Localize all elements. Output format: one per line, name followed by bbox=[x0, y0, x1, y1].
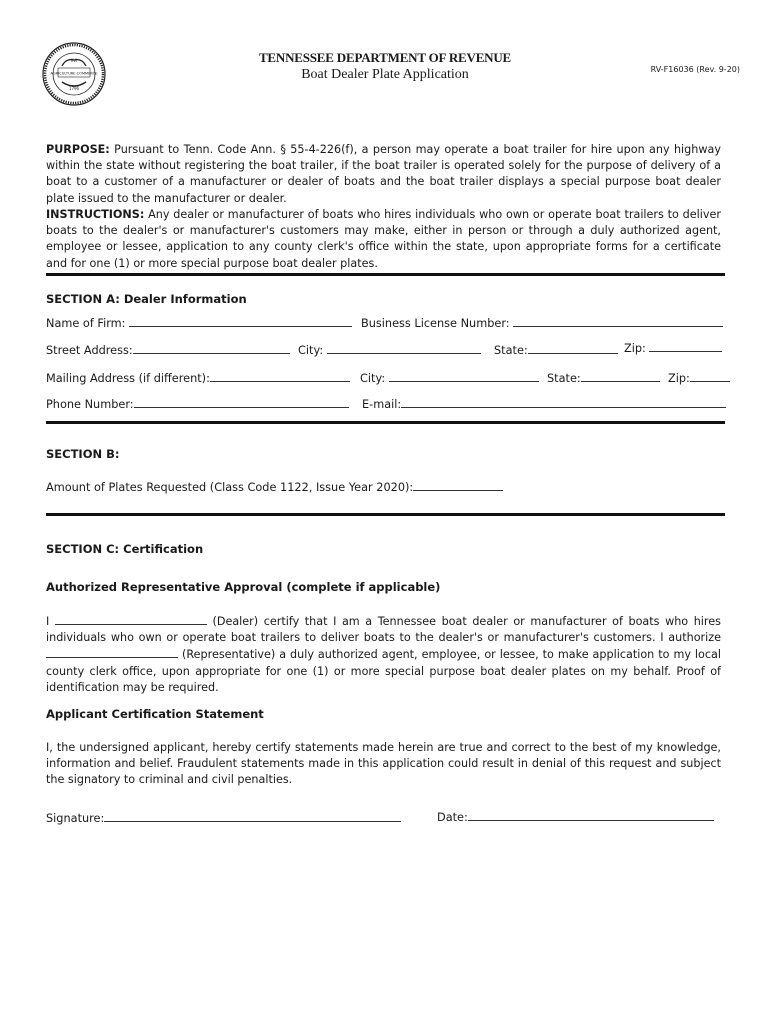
plates-requested-line[interactable] bbox=[413, 478, 503, 491]
state-field[interactable] bbox=[494, 341, 618, 357]
mailing-zip-label: Zip: bbox=[668, 372, 690, 385]
mailing-zip-field[interactable] bbox=[668, 369, 730, 385]
date-line[interactable] bbox=[468, 808, 714, 821]
name-of-firm-label: Name of Firm: bbox=[46, 317, 126, 330]
purpose-text: Pursuant to Tenn. Code Ann. § 55-4-226(f), a person may operate a boat trailer for hire upon any highway within the state without registering the boat trailer, if the boat trailer is operated solely for the purpose of delivery of a boat to a customer of a manufacturer or dealer of boats and the boat trailer displays a special purpose boat dealer plate issued to the manufacturer or dealer. bbox=[46, 143, 721, 205]
business-license-line[interactable] bbox=[513, 314, 723, 327]
approval-text-1: (Dealer) certify that I am a Tennessee boat dealer or manufacturer of boats who hires individuals who own or operate boat trailers to deliver boats to the dealer's or manufacturer's customers. I authorize bbox=[46, 615, 721, 645]
mailing-city-line[interactable] bbox=[389, 369, 539, 382]
mailing-state-field[interactable] bbox=[547, 369, 660, 385]
purpose-label: PURPOSE: bbox=[46, 143, 110, 156]
mailing-address-field[interactable] bbox=[46, 369, 350, 385]
section-c-title: SECTION C: Certification bbox=[46, 542, 204, 556]
plates-requested-label: Amount of Plates Requested (Class Code 1122, Issue Year 2020): bbox=[46, 481, 414, 494]
street-address-field[interactable] bbox=[46, 341, 290, 357]
name-of-firm-field[interactable] bbox=[46, 314, 352, 330]
name-of-firm-line[interactable] bbox=[129, 314, 352, 327]
mailing-zip-line[interactable] bbox=[690, 369, 730, 382]
email-line[interactable] bbox=[401, 395, 726, 408]
street-address-label: Street Address: bbox=[46, 344, 133, 357]
applicant-certification-text: I, the undersigned applicant, hereby certify statements made herein are true and correct to the best of my knowledge, information and belief. Fraudulent statements made in this application could result in denial of this request and subject the signatory to criminal and civil penalties. bbox=[46, 741, 721, 787]
approval-paragraph bbox=[46, 613, 721, 696]
email-field[interactable] bbox=[362, 395, 726, 411]
city-field[interactable] bbox=[298, 341, 481, 357]
business-license-field[interactable] bbox=[361, 314, 723, 330]
section-divider bbox=[46, 513, 725, 516]
applicant-certification-title: Applicant Certification Statement bbox=[46, 707, 264, 721]
zip-label: Zip: bbox=[624, 342, 646, 355]
approval-title: Authorized Representative Approval (complete if applicable) bbox=[46, 580, 441, 594]
seal-year: 1796 bbox=[68, 86, 80, 91]
mailing-state-line[interactable] bbox=[581, 369, 660, 382]
section-b-title: SECTION B: bbox=[46, 447, 120, 461]
plates-requested-field[interactable] bbox=[46, 478, 503, 494]
city-line[interactable] bbox=[327, 341, 481, 354]
representative-name-line[interactable] bbox=[46, 646, 178, 658]
approval-text-2: (Representative) a duly authorized agent, employee, or lessee, to make application to my local county clerk office, upon appropriate for one (1) or more special purpose boat dealer plates on my behalf. Proof of identification may be required. bbox=[46, 648, 721, 694]
seal-roman: XVI bbox=[70, 58, 78, 63]
approval-i: I bbox=[46, 615, 50, 628]
city-label: City: bbox=[298, 344, 324, 357]
phone-number-field[interactable] bbox=[46, 395, 349, 411]
signature-line[interactable] bbox=[104, 809, 401, 822]
section-divider bbox=[46, 421, 725, 424]
department-title: TENNESSEE DEPARTMENT OF REVENUE bbox=[258, 50, 512, 65]
mailing-city-field[interactable] bbox=[360, 369, 539, 385]
instructions-label: INSTRUCTIONS: bbox=[46, 208, 145, 221]
seal-caption: AGRICULTURE COMMERCE bbox=[50, 71, 98, 76]
mailing-city-label: City: bbox=[360, 372, 386, 385]
mailing-address-line[interactable] bbox=[210, 369, 350, 382]
date-field[interactable] bbox=[437, 808, 714, 824]
form-title: Boat Dealer Plate Application bbox=[301, 67, 469, 82]
mailing-address-label: Mailing Address (if different): bbox=[46, 372, 210, 385]
business-license-label: Business License Number: bbox=[361, 317, 510, 330]
instructions-paragraph bbox=[46, 207, 721, 272]
street-address-line[interactable] bbox=[133, 341, 290, 354]
state-line[interactable] bbox=[528, 341, 618, 354]
phone-number-label: Phone Number: bbox=[46, 398, 134, 411]
instructions-text: Any dealer or manufacturer of boats who hires individuals who own or operate boat trailers to deliver boats to the dealer's or manufacturer's customers may make, either in person or through a duly authorized agent, employee or lessee, application to any county clerk's office within the state, upon appropriate forms for a certificate and for one (1) or more special purpose boat dealer plates. bbox=[46, 208, 721, 270]
section-divider bbox=[46, 273, 725, 276]
state-label: State: bbox=[494, 344, 528, 357]
zip-line[interactable] bbox=[649, 339, 722, 352]
signature-label: Signature: bbox=[46, 812, 105, 825]
dealer-name-line[interactable] bbox=[55, 613, 207, 625]
section-a-title: SECTION A: Dealer Information bbox=[46, 292, 247, 306]
phone-number-line[interactable] bbox=[134, 395, 349, 408]
form-number: RV-F16036 (Rev. 9-20) bbox=[650, 65, 740, 74]
date-label: Date: bbox=[437, 811, 468, 824]
email-label: E-mail: bbox=[362, 398, 402, 411]
zip-field[interactable] bbox=[624, 339, 722, 355]
purpose-paragraph bbox=[46, 142, 721, 207]
mailing-state-label: State: bbox=[547, 372, 581, 385]
signature-field[interactable] bbox=[46, 809, 401, 825]
